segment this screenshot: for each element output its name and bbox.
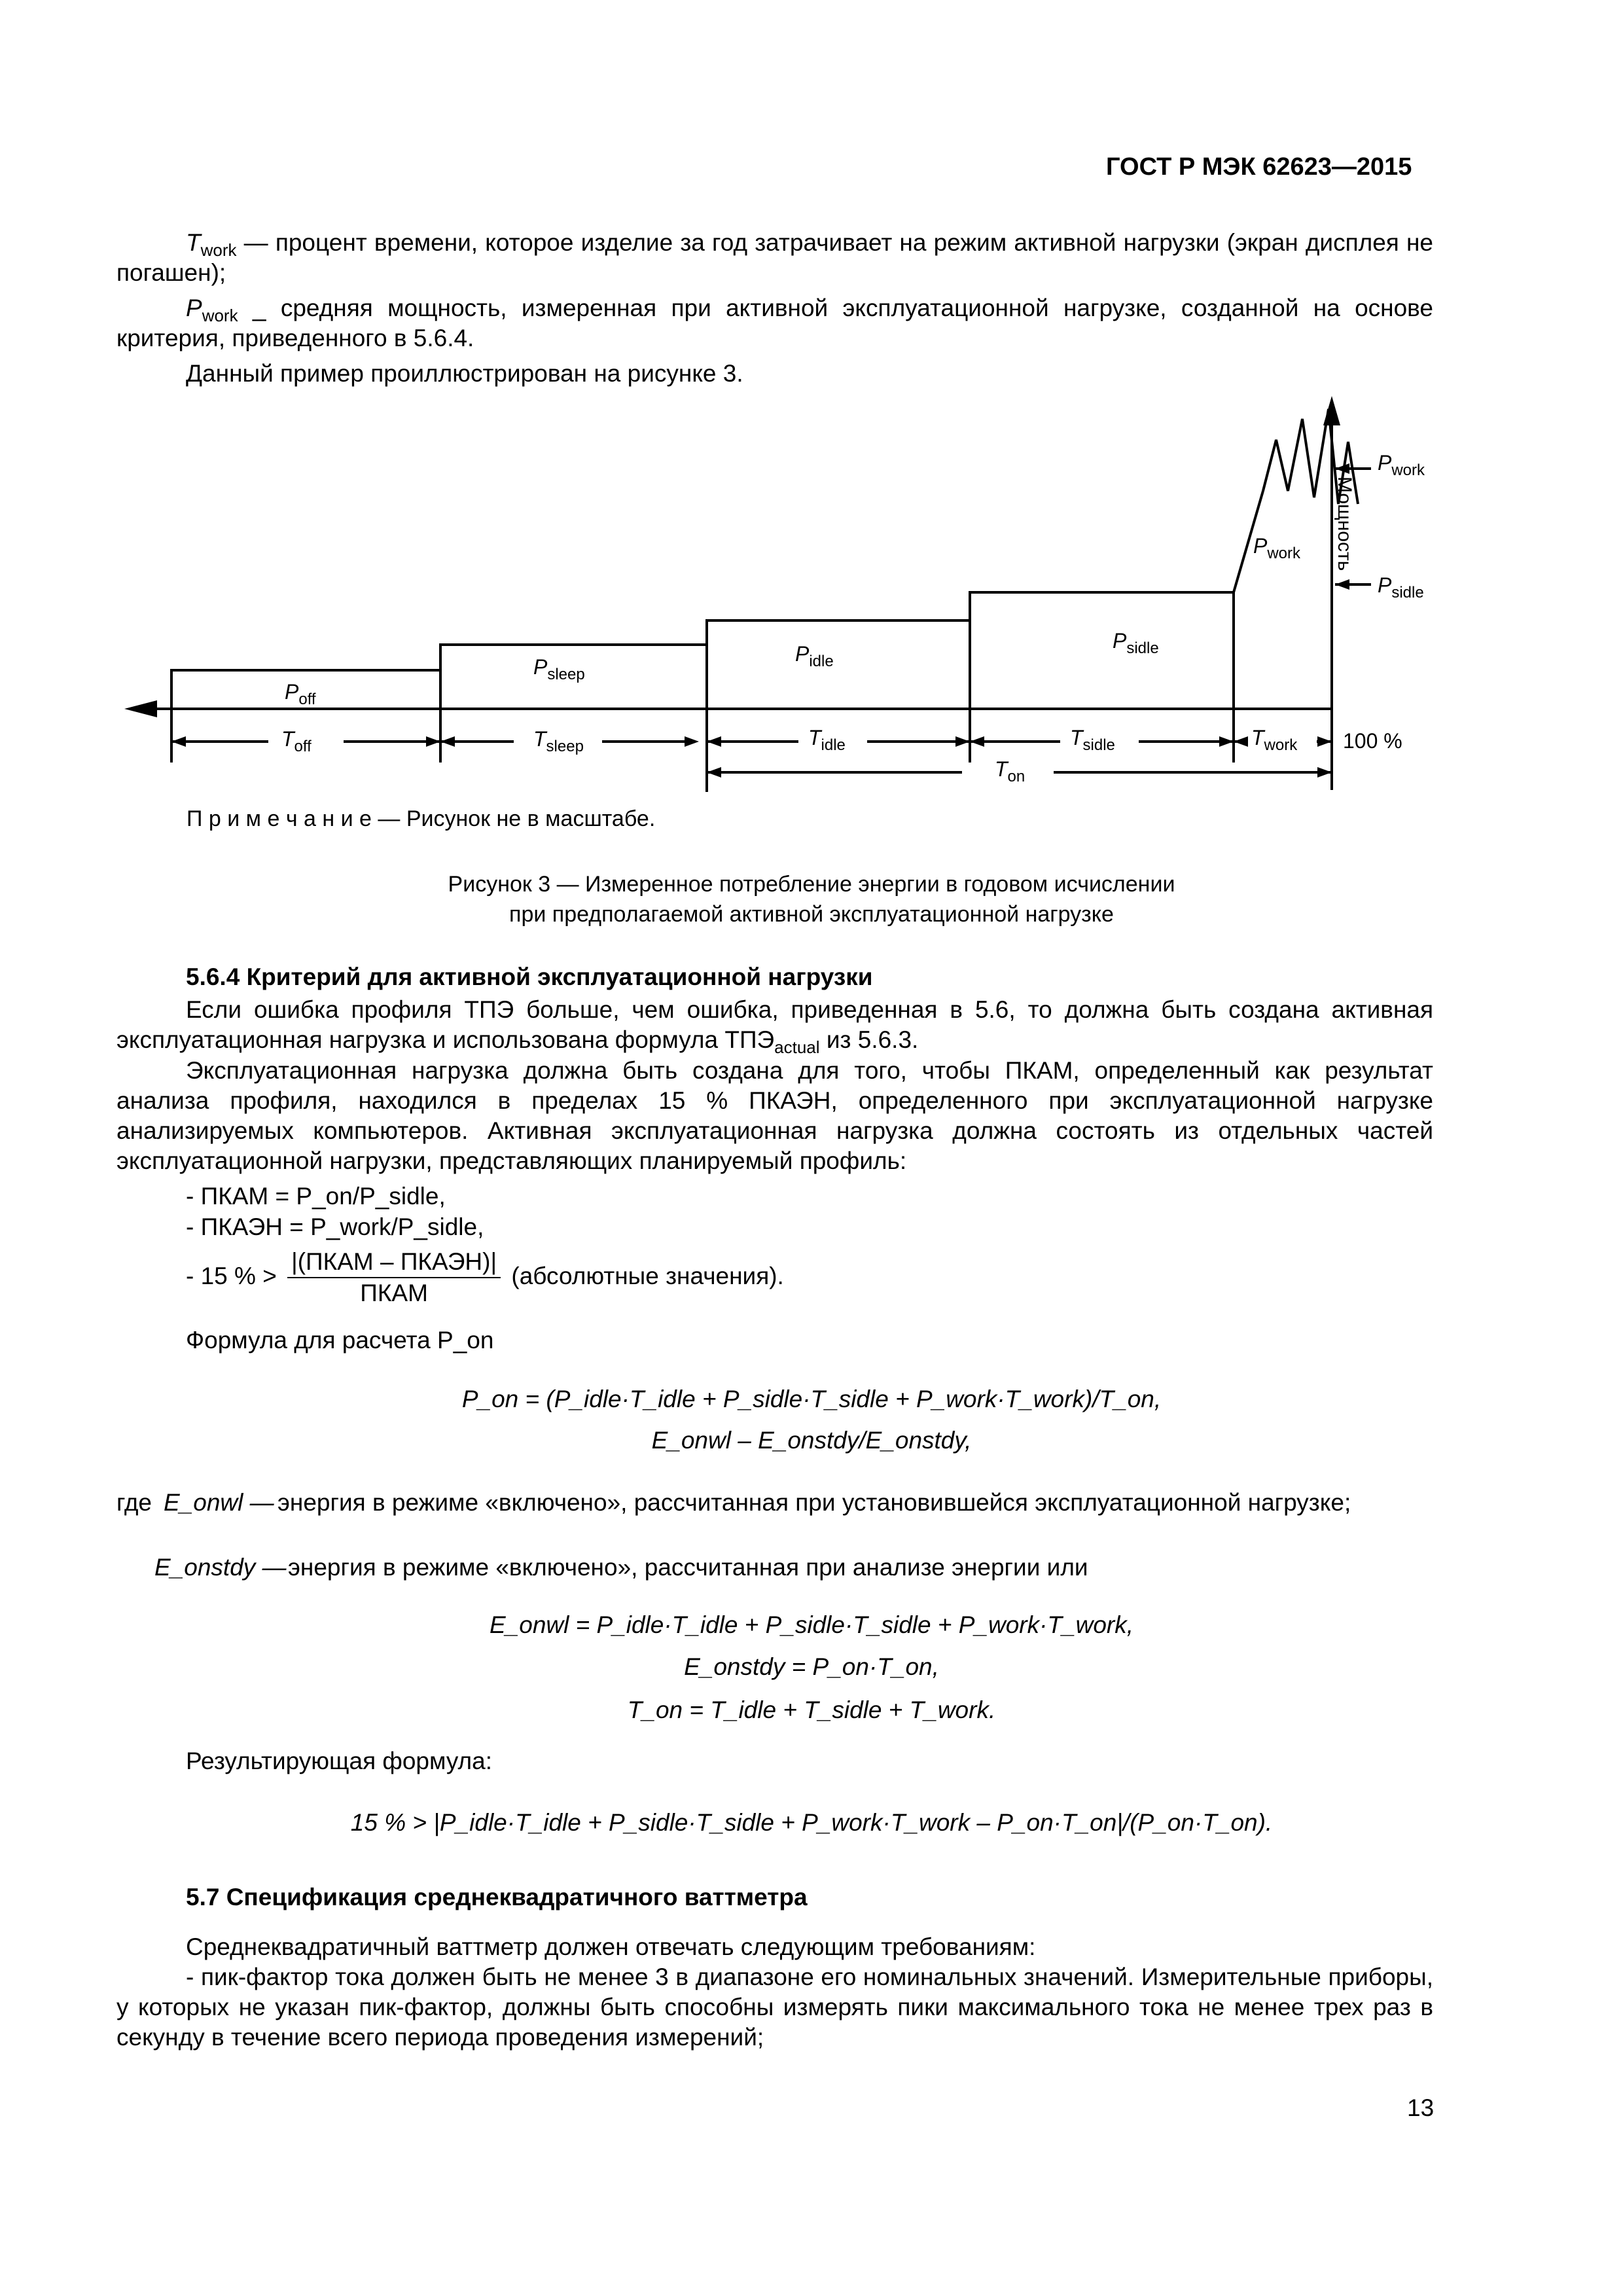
- section-heading-5-6-4: 5.6.4 Критерий для активной эксплуатационной нагрузки: [186, 963, 873, 990]
- caption-line-1: Рисунок 3 — Измеренное потребление энергии в годовом исчислении: [448, 872, 1175, 897]
- symbol: P: [186, 295, 202, 321]
- fraction-denominator: ПКАМ: [360, 1280, 428, 1306]
- label-t-off: $T_{off}$: [281, 727, 312, 755]
- arrow-head: [426, 736, 440, 747]
- label-p-work-right: $P_{work}$: [1378, 451, 1425, 479]
- arrow-head: [171, 736, 186, 747]
- label-t-idle: $T_{idle}$: [808, 726, 846, 754]
- caption-line-2: при предполагаемой активной эксплуатационной нагрузке: [509, 902, 1114, 927]
- where-text-e-onstdy: энергия в режиме «включено», рассчитанная при анализе энергии или: [288, 1554, 1088, 1581]
- figure-caption: [0, 869, 1623, 929]
- where-label: где: [116, 1489, 152, 1516]
- where-symbol-e-onwl: E_onwl —: [164, 1489, 274, 1516]
- text: из 5.6.3.: [819, 1026, 919, 1053]
- arrow-head: [707, 767, 721, 778]
- arrow-head: [685, 736, 699, 747]
- list-item-pkaen: - ПКАЭН = P_work/P_sidle,: [186, 1213, 484, 1240]
- section-5-7-paragraph-1: Среднеквадратичный ваттметр должен отвечать следующим требованиям:: [186, 1933, 1036, 1960]
- arrow-head: [1219, 736, 1234, 747]
- where-text-e-onwl: энергия в режиме «включено», рассчитанная при установившейся эксплуатационной нагрузке;: [277, 1489, 1351, 1516]
- text: Если ошибка профиля ТПЭ больше, чем ошибка, приведенная в 5.6, то должна быть создана активная эксплуатационная нагрузка и использована формула ТПЭ: [116, 996, 1433, 1053]
- ratio-suffix: (абсолютные значения).: [511, 1262, 784, 1289]
- ratio-prefix: - 15 % >: [186, 1262, 277, 1289]
- formula-intro: Формула для расчета P_on: [186, 1327, 494, 1354]
- paragraph-2: Эксплуатационная нагрузка должна быть создана для того, чтобы ПКАМ, определенный как результат анализа профиля, находился в пределах 15 % ПКАЭН, определенного при эксплуатационной нагрузке анализируемых компьютеров. Активная эксплуатационная нагрузка должна состоять из отдельных частей эксплуатационной нагрузки, представляющих планируемый профиль:: [116, 1057, 1433, 1174]
- fraction-numerator: |(ПКАМ – ПКАЭН)|: [287, 1247, 501, 1278]
- arrow-head: [1234, 736, 1248, 747]
- paragraph-1: [116, 995, 1433, 1055]
- subscript: actual: [774, 1037, 820, 1057]
- dash: _: [238, 295, 281, 321]
- symbol-subscript: work: [200, 240, 237, 260]
- label-p-off: $P_{off}$: [285, 680, 316, 708]
- label-p-sleep: $P_{sleep}$: [533, 655, 585, 683]
- arrow-head: [1317, 736, 1332, 747]
- formula-e-onstdy: E_onstdy = P_on·T_on,: [684, 1653, 939, 1680]
- arrow-head: [955, 736, 970, 747]
- power-step-line: [171, 491, 1263, 709]
- symbol-subscript: work: [202, 306, 238, 325]
- label-p-idle: $P_{idle}$: [795, 642, 834, 670]
- example-sentence: Данный пример проиллюстрирован на рисунке 3.: [186, 360, 743, 387]
- document-header: ГОСТ Р МЭК 62623—2015: [1106, 153, 1412, 181]
- definition-text: процент времени, которое изделие за год затрачивает на режим активной нагрузки (экран дисплея не погашен);: [116, 229, 1433, 286]
- label-p-sidle: $P_{sidle}$: [1113, 629, 1159, 657]
- label-t-work: $T_{work}$: [1251, 726, 1298, 754]
- figure-note: [187, 804, 655, 834]
- power-axis-label: Мощность: [1334, 476, 1355, 571]
- fraction: [287, 1247, 501, 1308]
- result-label: Результирующая формула:: [186, 1748, 492, 1774]
- arrow-head: [1335, 579, 1349, 590]
- formula-result: 15 % > |P_idle·T_idle + P_sidle·T_sidle + P_work·T_work – P_on·T_on|/(P_on·T_on).: [350, 1809, 1273, 1836]
- formula-e-ratio: E_onwl – E_onstdy/E_onstdy,: [651, 1427, 972, 1454]
- arrow-head: [970, 736, 984, 747]
- label-t-on: $T_{on}$: [995, 757, 1026, 785]
- percent-label: 100 %: [1343, 729, 1402, 753]
- section-5-7-paragraph-2: - пик-фактор тока должен быть не менее 3 в диапазоне его номинальных значений. Измерительные приборы, у которых не указан пик-фактор, должны быть способны измерять пики максимального тока не менее трех раз в секунду в течение всего периода проведения измерений;: [116, 1964, 1433, 2051]
- definition-text: средняя мощность, измеренная при активной эксплуатационной нагрузке, созданной на основе критерия, приведенного в 5.6.4.: [116, 295, 1433, 351]
- list-item-pkam: - ПКАМ = P_on/P_sidle,: [186, 1183, 446, 1210]
- section-heading-5-7: 5.7 Спецификация среднеквадратичного ваттметра: [186, 1884, 808, 1910]
- dash: —: [236, 229, 276, 256]
- arrow-head: [440, 736, 455, 747]
- label-t-sidle: $T_{sidle}$: [1070, 726, 1115, 754]
- page-number: 13: [1407, 2094, 1435, 2121]
- where-symbol-e-onstdy: E_onstdy —: [154, 1554, 287, 1581]
- symbol: T: [186, 229, 201, 256]
- figure-3-diagram: [0, 0, 1623, 825]
- label-p-sidle-right: $P_{sidle}$: [1378, 573, 1424, 601]
- note-text: — Рисунок не в масштабе.: [371, 806, 656, 831]
- list-item-ratio: [186, 1247, 784, 1308]
- label-p-work: $P_{work}$: [1253, 534, 1301, 562]
- note-label: П р и м е ч а н и е: [187, 806, 372, 831]
- label-t-sleep: $T_{sleep}$: [533, 727, 584, 755]
- arrow-head: [707, 736, 721, 747]
- formula-e-onwl: E_onwl = P_idle·T_idle + P_sidle·T_sidle + P_work·T_work,: [489, 1611, 1134, 1638]
- left-arrow-head: [124, 700, 157, 717]
- formula-t-on: T_on = T_idle + T_sidle + T_work.: [627, 1696, 996, 1723]
- formula-p-on: P_on = (P_idle·T_idle + P_sidle·T_sidle + P_work·T_work)/T_on,: [461, 1386, 1162, 1412]
- up-arrow-head: [1323, 396, 1340, 425]
- arrow-head: [1317, 767, 1332, 778]
